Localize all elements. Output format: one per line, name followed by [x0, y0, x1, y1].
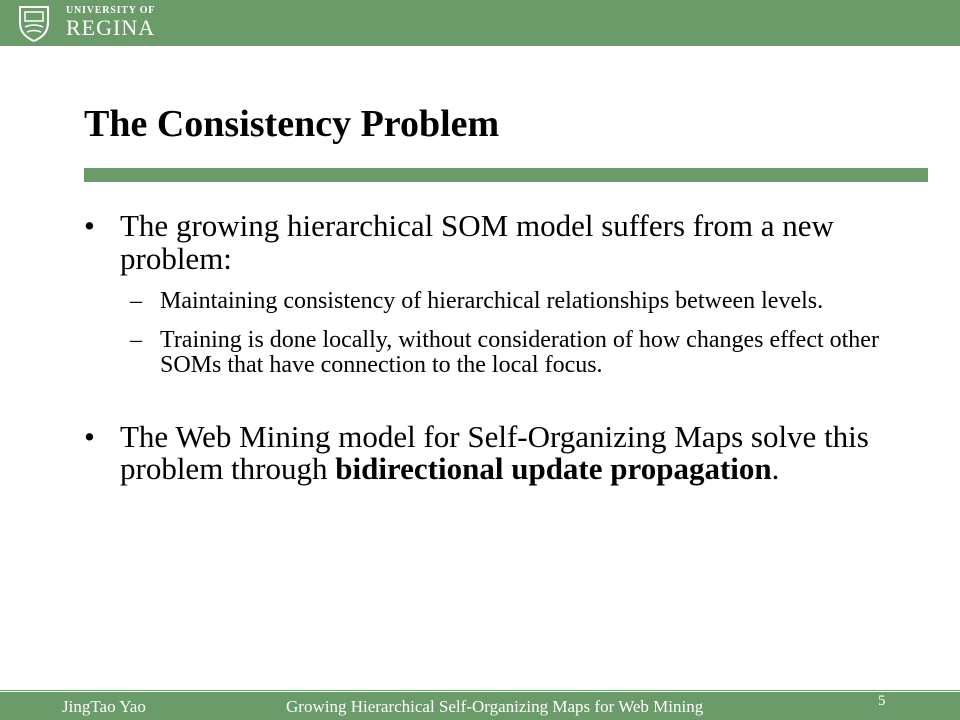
sub-bullet-2 — [84, 328, 884, 378]
sub-bullet-1 — [84, 289, 884, 314]
bullet-2 — [84, 418, 884, 487]
bullet-2-text-post: . — [771, 451, 780, 487]
logo-text-top: UNIVERSITY OF — [66, 5, 156, 16]
university-crest-icon — [14, 3, 54, 43]
bullet-2-text-pre: The Web Mining model for Self-Organizing Maps solve this problem through — [120, 418, 869, 487]
slide-title: The Consistency Problem — [84, 103, 500, 145]
bullet-2-text-bold: bidirectional update propagation — [335, 451, 772, 487]
logo-text-bottom: REGINA — [66, 15, 156, 40]
bullet-dot-icon: • — [84, 208, 95, 243]
bullet-1 — [84, 210, 884, 275]
title-underline-bar — [84, 168, 928, 182]
dash-icon: – — [130, 288, 142, 315]
bullet-1-text: The growing hierarchical SOM model suffers from a new problem: — [120, 208, 834, 276]
sub-bullet-2-text: Training is done locally, without consideration of how changes effect other SOMs that have connection to the local focus. — [160, 327, 879, 379]
dash-icon: – — [130, 327, 142, 354]
footer-author: JingTao Yao — [62, 697, 146, 716]
bullet-dot-icon: • — [84, 418, 95, 454]
page-number: 5 — [878, 693, 886, 709]
slide-body — [84, 210, 884, 486]
footer-title: Growing Hierarchical Self-Organizing Maps for Web Mining — [286, 697, 704, 716]
footer-divider — [0, 691, 960, 692]
university-logo — [10, 3, 190, 43]
sub-bullet-1-text: Maintaining consistency of hierarchical relationships between levels. — [160, 288, 824, 315]
